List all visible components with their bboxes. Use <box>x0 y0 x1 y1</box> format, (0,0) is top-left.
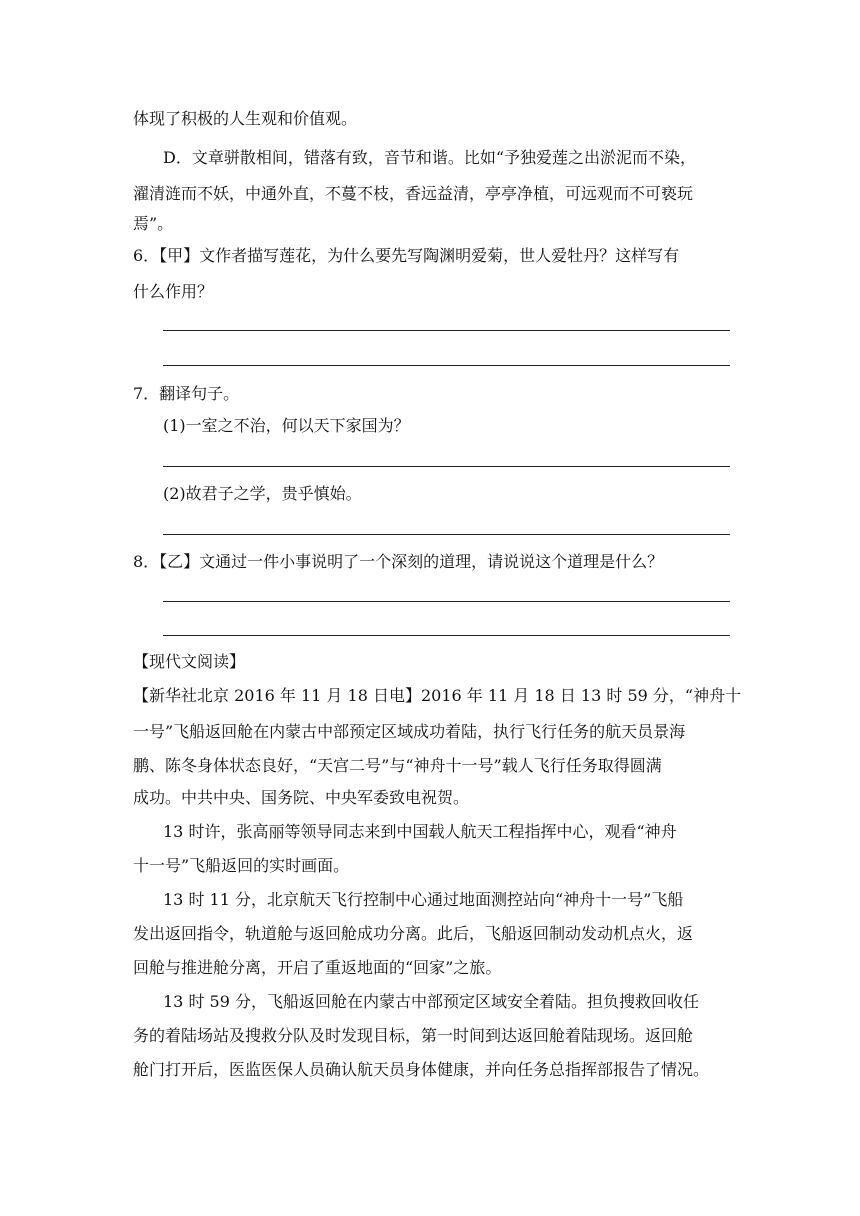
news-paragraph-line: 13 时 59 分，飞船返回舱在内蒙古中部预定区域安全着陆。担负搜救回收任 <box>163 992 699 1011</box>
news-paragraph-line: 十一号”飞船返回的实时画面。 <box>133 856 350 875</box>
answer-line <box>163 635 730 636</box>
news-paragraph-line: 鹏、陈冬身体状态良好，“天宫二号”与“神舟十一号”载人飞行任务取得圆满 <box>133 756 662 775</box>
news-paragraph-line: 13 时 11 分，北京航天飞行控制中心通过地面测控站向“神舟十一号”飞船 <box>163 890 684 909</box>
option-d-line: D．文章骈散相间，错落有致，音节和谐。比如“予独爱莲之出淤泥而不染， <box>163 148 697 167</box>
question-7-item-2: (2)故君子之学，贵乎慎始。 <box>163 484 362 503</box>
text-line: 体现了积极的人生观和价值观。 <box>133 109 358 128</box>
question-7-item-1: (1)一室之不治，何以天下家国为？ <box>163 416 410 435</box>
answer-line <box>163 365 730 366</box>
answer-line <box>163 534 730 535</box>
news-paragraph-line: 成功。中共中央、国务院、中央军委致电祝贺。 <box>133 788 470 807</box>
question-8: 8．【乙】文通过一件小事说明了一个深刻的道理，请说说这个道理是什么？ <box>133 552 664 571</box>
section-heading: 【现代文阅读】 <box>133 652 246 671</box>
news-paragraph-line: 务的着陆场站及搜救分队及时发现目标，第一时间到达返回舱着陆现场。返回舱 <box>133 1026 694 1045</box>
question-7: 7．翻译句子。 <box>133 384 240 403</box>
answer-line <box>163 601 730 602</box>
answer-line <box>163 330 730 331</box>
news-paragraph-line: 一号”飞船返回舱在内蒙古中部预定区域成功着陆，执行飞行任务的航天员景海 <box>133 722 686 741</box>
news-paragraph-line: 【新华社北京 2016 年 11 月 18 日电】2016 年 11 月 18 日 13 时 59 分，“神舟十 <box>133 686 742 705</box>
news-paragraph-line: 13 时许，张高丽等领导同志来到中国载人航天工程指挥中心，观看“神舟 <box>163 822 677 841</box>
news-paragraph-line: 发出返回指令，轨道舱与返回舱成功分离。此后，飞船返回制动发动机点火，返 <box>133 924 694 943</box>
text-line: 什么作用？ <box>133 282 214 301</box>
news-paragraph-line: 回舱与推进舱分离，开启了重返地面的“回家”之旅。 <box>133 958 502 977</box>
question-6: 6．【甲】文作者描写莲花，为什么要先写陶渊明爱菊，世人爱牡丹？这样写有 <box>133 246 680 265</box>
text-line: 濯清涟而不妖，中通外直，不蔓不枝，香远益清，亭亭净植，可远观而不可亵玩 <box>133 184 694 203</box>
news-paragraph-line: 舱门打开后，医监医保人员确认航天员身体健康，并向任务总指挥部报告了情况。 <box>133 1060 710 1079</box>
answer-line <box>163 466 730 467</box>
text-line: 焉”。 <box>133 214 174 233</box>
